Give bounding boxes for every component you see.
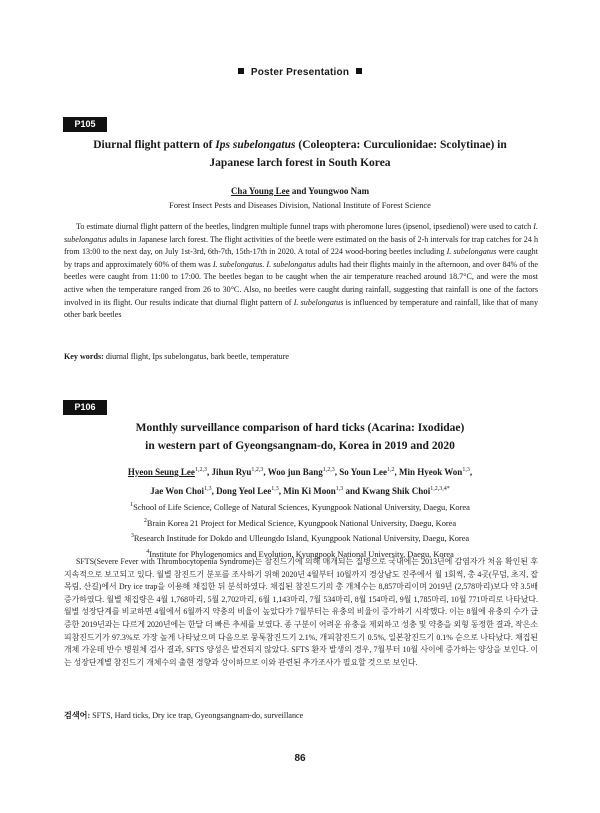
presenting-author: Hyeon Seung Lee [127, 467, 195, 477]
affiliation-4: $^4$Institute for Phylogenomics and Evolution, Kyungpook National University, Daegu, Korea [146, 548, 454, 559]
p106-title [60, 419, 540, 455]
p106-abstract: SFTS(Severe Fever with Thrombocytopenia Syndrome)는 참진드기에 의해 매개되는 질병으로 국내에는 2013년에 감염자가 처음 확인된 후 지속적으로 보고되고 있다. 월별 참진드기 분포를 조사하기 위해 2020년 4월부터 10월까지 경상남도 진주에서 월 1회씩, 총 4곳(무덤, 초지, 잡목림, 산길)에서 Dry ice trap을 이용해 채집한 뒤 분석하였다. 채집된 참진드기의 총 개체수는 8,857마리이며 2019년 (2,578마리)보다 약 3.5배 증가하였다. 월별 채집량은 4월 1,768마리, 5월 2,702마리, 6월 1,143마리, 7월 534마리, 8월 154마리, 9월 1,785마리, 10월 771마리로 나타났다. 월별 성장단계를 비교하면 4월에서 6월까지 약충의 비율이 높았다가 7월부터는 유충의 비율이 증가하기 시작했다. 이는 8월에 유충의 수가 급증한 2019년과는 다르게 2020년에는 한달 더 빠른 추세를 보였다. 종 구분이 어려운 유충을 제외하고 성충 및 약충을 외형 동정한 결과, 작은소피참진드기가 97.3%로 가장 높게 나타났으며 다음으로 뭉툭참진드기 2.1%, 개피참진드기 0.5%, 일본참진드기 0.1% 순으로 나타났다. 채집된 개체 가운데 반수 병원체 검사 결과, SFTS 양성은 발견되지 않았다. SFTS 환자 발생의 경우, 7월부터 10월 사이에 증가하는 양상을 보인다. 이는 성장단계별 참진드기 개체수의 출현 경향과 상이하므로 이와 관련된 추가조사가 필요할 것으로 보인다. [64, 557, 538, 667]
section-header [0, 67, 600, 78]
square-bullet-icon [238, 68, 244, 74]
p105-abstract: To estimate diurnal flight pattern of the beetles, lindgren multiple funnel traps with pheromone lures (ipsenol, ipsedienol) were used to catch I. subelongatus adults in Japanese larch forest. The flight activities of the beetle were estimated on the basis of 2-h intervals for trap catches for 24 h from 13:00 to the next day, on July 1st-3rd, 6th-7th, 15th-17th in 2020. A total of 224 wood-boring beetles including I. subelongatus were caught by traps and approximately 60% of them was I. subelongatus. I. subelongatus adults had their flights mainly in the afternoon, and over 84% of the beetles were caught from 11:00 to 17:00. The beetles began to be caught when the air temperature reached around 18.7°C, and were the most active when the temperature ranged from 26 to 30°C. Also, no beetles were caught during rainfall, suggesting that rainfall is one of the factors involved in its flight. Our results indicate that diurnal flight pattern of I. subelongatus is influenced by temperature and rainfall, like that of many other bark beetles [64, 222, 538, 320]
author-name: Jae Won Choi [150, 486, 205, 496]
author-name: Dong Yeol Lee [216, 486, 272, 496]
p106-affiliations [60, 499, 540, 561]
author-name: Kwang Shik Choi [362, 486, 431, 496]
poster-tag-p105: P105 [63, 117, 107, 132]
section-header-title: Poster Presentation [250, 67, 350, 78]
author-name: Woo jun Bang [267, 467, 323, 477]
p106-authors-line2: Jae Won Choi$^{1,3}$, Dong Yeol Lee$^{1,3}$, Min Ki Moon$^{1,3}$ and Kwang Shik Choi$^{1,2,3,4*}$ [150, 486, 450, 496]
p105-title-line1: Diurnal flight pattern of Ips subelongatus (Coleoptera: Curculionidae: Scolytinae) in [93, 139, 507, 151]
affiliation-1: $^1$School of Life Science, College of Natural Sciences, Kyungpook National University, Daegu, Korea [130, 502, 470, 512]
author-name: So Youn Lee [339, 467, 387, 477]
p106-authors [60, 462, 540, 500]
affiliation-2: $^2$Brain Korea 21 Project for Medical Science, Kyungpook National University, Daegu, Korea [143, 517, 457, 528]
page-number: 86 [294, 753, 306, 764]
author-name: Min Hyeok Won [398, 467, 463, 477]
author-name: Min Ki Moon [283, 486, 336, 496]
presenting-author: Cha Young Lee [230, 186, 290, 196]
p105-title [60, 136, 540, 172]
square-bullet-icon [356, 68, 362, 74]
p105-keywords: Key words: diurnal flight, Ips subelongatus, bark beetle, temperature [64, 352, 289, 361]
p105-affiliation: Forest Insect Pests and Diseases Division, National Institute of Forest Science [169, 201, 431, 210]
p105-authors: Cha Young Lee and Youngwoo Nam [230, 186, 370, 196]
affiliation-3: $^3$Research Institude for Dokdo and Ulleungdo Island, Kyungpook National University, Daegu, Korea [130, 533, 470, 544]
p105-title-line2: Japanese larch forest in South Korea [209, 157, 391, 169]
poster-tag-p106: P106 [63, 400, 107, 415]
p106-title-line1: Monthly surveillance comparison of hard ticks (Acarina: Ixodidae) [135, 422, 465, 434]
p106-authors-line1: Hyeon Seung Lee$^{1,2,3}$, Jihun Ryu$^{1,2,3}$, Woo jun Bang$^{1,2,3}$, So Youn Lee$^{1,2}$, Min Hyeok Won$^{1,3}$, [127, 467, 473, 477]
author-name: Jihun Ryu [211, 467, 252, 477]
p106-keywords: 검색어: SFTS, Hard ticks, Dry ice trap, Gyeongsangnam-do, surveillance [64, 711, 304, 720]
p106-title-line2: in western part of Gyeongsangnam-do, Korea in 2019 and 2020 [145, 440, 455, 452]
